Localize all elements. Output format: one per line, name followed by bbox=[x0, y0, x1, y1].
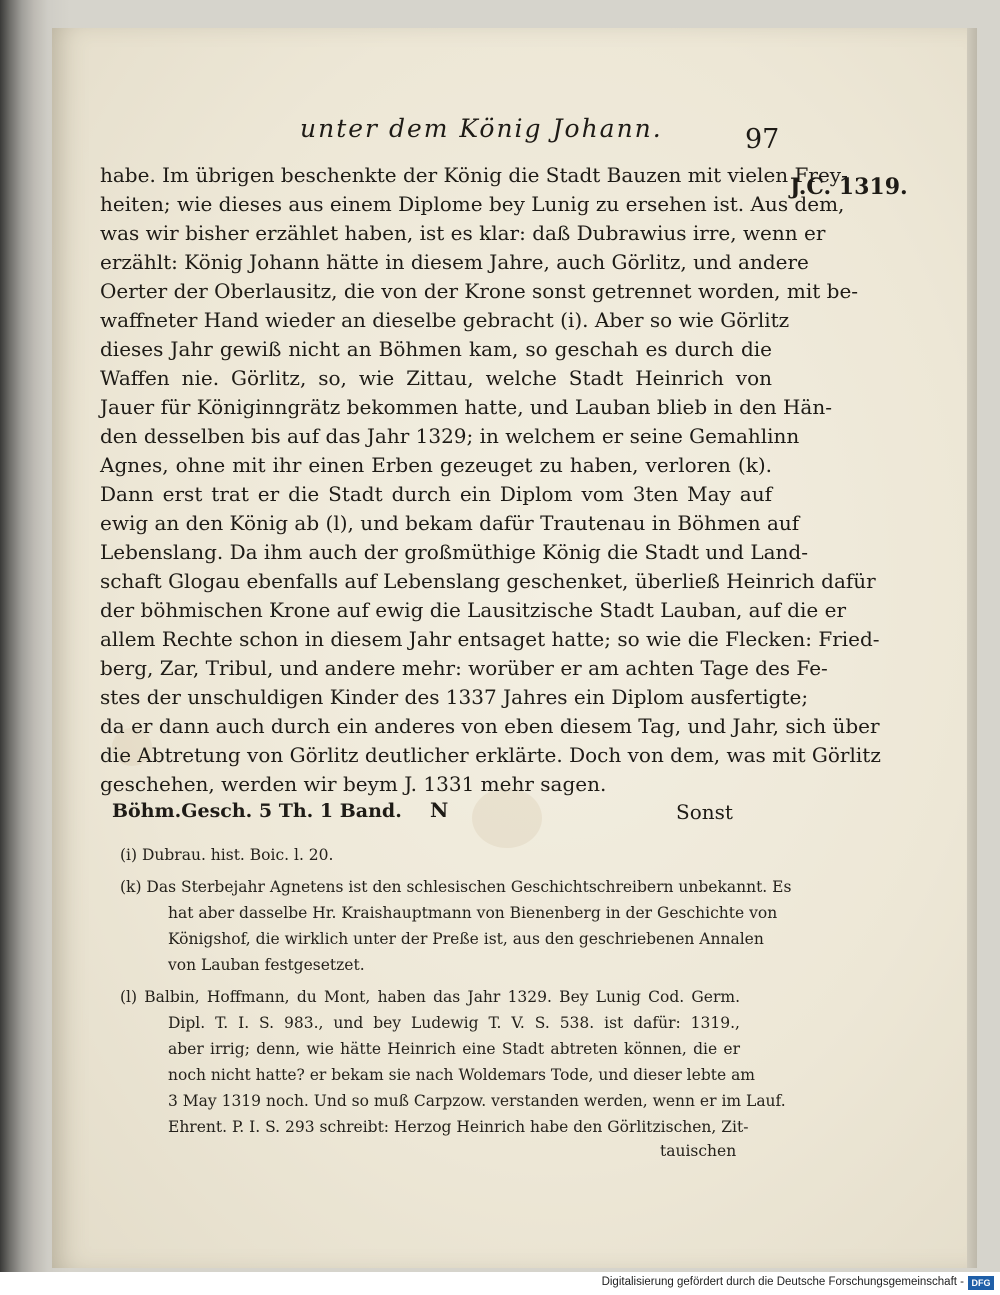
footnote-line: von Lauban festgesetzet. bbox=[168, 956, 365, 974]
body-line: der böhmischen Krone auf ewig die Lausitzische Stadt Lauban, auf die er bbox=[100, 598, 847, 622]
body-line: Dann erst trat er die Stadt durch ein Diplom vom 3ten May auf bbox=[100, 482, 772, 506]
funding-notice: Digitalisierung gefördert durch die Deutsche Forschungsgemeinschaft - bbox=[601, 1276, 964, 1288]
body-line: Agnes, ohne mit ihr einen Erben gezeuget zu haben, verloren (k). bbox=[100, 453, 772, 477]
body-line: habe. Im übrigen beschenkte der König die Stadt Bauzen mit vielen Frey- bbox=[100, 163, 848, 187]
footnote-line: (i) Dubrau. hist. Boic. l. 20. bbox=[120, 846, 334, 864]
body-line: da er dann auch durch ein anderes von eben diesem Tag, und Jahr, sich über bbox=[100, 714, 880, 738]
body-line: den desselben bis auf das Jahr 1329; in welchem er seine Gemahlinn bbox=[100, 424, 800, 448]
footnote-line: aber irrig; denn, wie hätte Heinrich eine Stadt abtreten können, die er bbox=[168, 1040, 740, 1058]
body-line: die Abtretung von Görlitz deutlicher erklärte. Doch von dem, was mit Görlitz bbox=[100, 743, 881, 767]
body-line: allem Rechte schon in diesem Jahr entsaget hatte; so wie die Flecken: Fried- bbox=[100, 627, 880, 651]
body-line: erzählt: König Johann hätte in diesem Jahre, auch Görlitz, und andere bbox=[100, 250, 809, 274]
footnote-line: Ehrent. P. I. S. 293 schreibt: Herzog Heinrich habe den Görlitzischen, Zit- bbox=[168, 1118, 749, 1136]
footnote-catchword: tauischen bbox=[660, 1142, 737, 1160]
body-line: stes der unschuldigen Kinder des 1337 Jahres ein Diplom ausfertigte; bbox=[100, 685, 809, 709]
footer-bar bbox=[0, 1272, 1000, 1295]
body-line: waffneter Hand wieder an dieselbe gebracht (i). Aber so wie Görlitz bbox=[100, 308, 790, 332]
footnote-line: Dipl. T. I. S. 983., und bey Ludewig T. V. S. 538. ist dafür: 1319., bbox=[168, 1014, 740, 1032]
signature-letter: N bbox=[430, 798, 449, 822]
footnote-line: (l) Balbin, Hoffmann, du Mont, haben das Jahr 1329. Bey Lunig Cod. Germ. bbox=[120, 988, 740, 1006]
margin-note-year: J.C. 1319. bbox=[790, 174, 908, 200]
body-line: Oerter der Oberlausitz, die von der Krone sonst getrennet worden, mit be- bbox=[100, 279, 859, 303]
body-line: berg, Zar, Tribul, und andere mehr: worüber er am achten Tage des Fe- bbox=[100, 656, 828, 680]
body-line: Waffen nie. Görlitz, so, wie Zittau, welche Stadt Heinrich von bbox=[100, 366, 772, 390]
body-line: geschehen, werden wir beym J. 1331 mehr sagen. bbox=[100, 772, 607, 796]
footnote-line: (k) Das Sterbejahr Agnetens ist den schlesischen Geschichtschreibern unbekannt. Es bbox=[120, 878, 792, 896]
footnote-line: hat aber dasselbe Hr. Kraishauptmann von Bienenberg in der Geschichte von bbox=[168, 904, 778, 922]
page-edge bbox=[967, 28, 977, 1268]
body-line: ewig an den König ab (l), und bekam dafür Trautenau in Böhmen auf bbox=[100, 511, 800, 535]
running-head: unter dem König Johann. bbox=[300, 114, 663, 143]
catchword: Sonst bbox=[676, 800, 733, 824]
body-line: was wir bisher erzählet haben, ist es klar: daß Dubrawius irre, wenn er bbox=[100, 221, 826, 245]
footnote-line: noch nicht hatte? er bekam sie nach Woldemars Tode, und dieser lebte am bbox=[168, 1066, 756, 1084]
body-line: Lebenslang. Da ihm auch der großmüthige König die Stadt und Land- bbox=[100, 540, 808, 564]
body-line: schaft Glogau ebenfalls auf Lebenslang geschenket, überließ Heinrich dafür bbox=[100, 569, 876, 593]
footnote-line: Königshof, die wirklich unter der Preße ist, aus den geschriebenen Annalen bbox=[168, 930, 764, 948]
footnote-line: 3 May 1319 noch. Und so muß Carpzow. verstanden werden, wenn er im Lauf. bbox=[168, 1092, 786, 1110]
dfg-logo: DFG bbox=[968, 1276, 994, 1290]
page-number: 97 bbox=[745, 124, 780, 155]
body-line: heiten; wie dieses aus einem Diplome bey Lunig zu ersehen ist. Aus dem, bbox=[100, 192, 845, 216]
body-line: Jauer für Königinngrätz bekommen hatte, und Lauban blieb in den Hän- bbox=[100, 395, 832, 419]
body-line: dieses Jahr gewiß nicht an Böhmen kam, so geschah es durch die bbox=[100, 337, 772, 361]
signature-mark: Böhm.Gesch. 5 Th. 1 Band. bbox=[112, 800, 402, 822]
